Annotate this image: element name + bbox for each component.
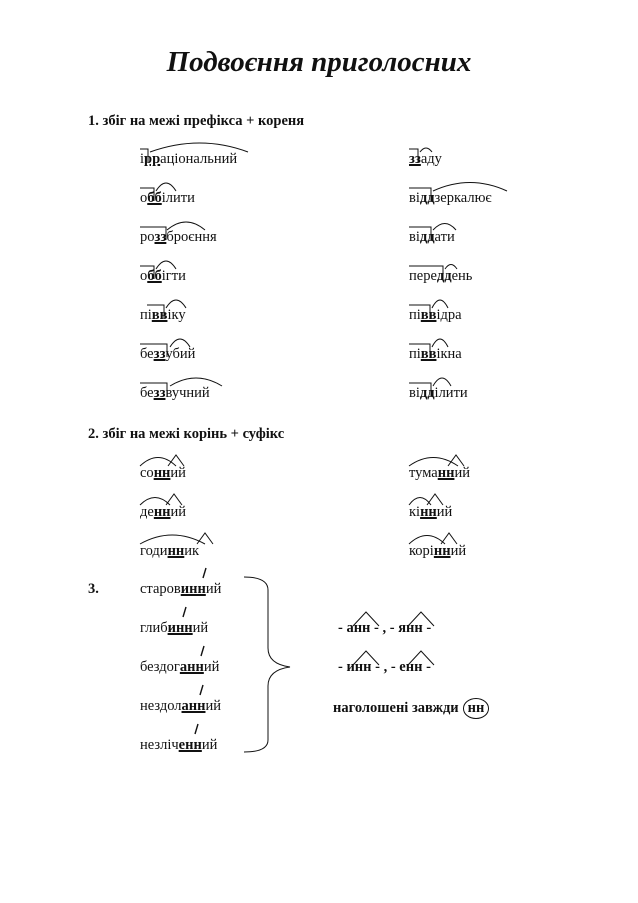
stress-mark [201, 646, 204, 656]
section-3-number: 3. [88, 581, 99, 597]
suffix-rule-1: - анн - , - янн - [338, 620, 432, 636]
word-s1-left: беззубий [140, 346, 196, 362]
word-s3: старовинний [140, 581, 222, 597]
word-s2-right: кінний [409, 504, 453, 520]
word-s1-right: віддзеркалює [409, 190, 492, 206]
word-s3: нездоланний [140, 698, 222, 714]
word-s1-left: оббігти [140, 268, 186, 284]
stress-mark [195, 724, 198, 734]
word-s2-left: сонний [140, 465, 186, 481]
circled-nn: нн [463, 698, 490, 719]
word-s1-left: ірраціональний [140, 151, 238, 167]
page-title: Подвоєння приголосних [166, 46, 472, 78]
word-s2-left: годинник [140, 543, 200, 559]
word-s1-left: роззброєння [140, 229, 217, 245]
word-s1-left: оббілити [140, 190, 195, 206]
stress-mark [183, 607, 186, 617]
suffix-rule-3: наголошені завжди нн [333, 698, 489, 719]
word-s1-right: відділити [409, 385, 468, 401]
stress-mark [203, 568, 206, 578]
word-s1-left: беззвучний [140, 385, 210, 401]
word-s3: глибинний [140, 620, 209, 636]
word-s1-right: піввідра [409, 307, 462, 323]
word-s2-left: денний [140, 504, 187, 520]
stress-mark [200, 685, 203, 695]
word-s3: незліченний [140, 737, 218, 753]
curly-brace [244, 577, 290, 752]
word-s2-right: туманний [409, 465, 470, 481]
word-s1-right: віддати [409, 229, 455, 245]
word-s1-left: піввіку [140, 307, 186, 323]
suffix-caret [197, 533, 213, 544]
section-2-heading: 2. збіг на межі корінь + суфікс [88, 426, 285, 442]
word-s1-right: піввікна [409, 346, 462, 362]
suffix-rule-2: - инн - , - енн - [338, 659, 431, 675]
word-s1-right: ззаду [409, 151, 442, 167]
word-s2-right: корінний [409, 543, 467, 559]
section-1-heading: 1. збіг на межі префікса + кореня [88, 113, 305, 129]
word-s3: бездоганний [140, 659, 220, 675]
word-s1-right: переддень [409, 268, 473, 284]
